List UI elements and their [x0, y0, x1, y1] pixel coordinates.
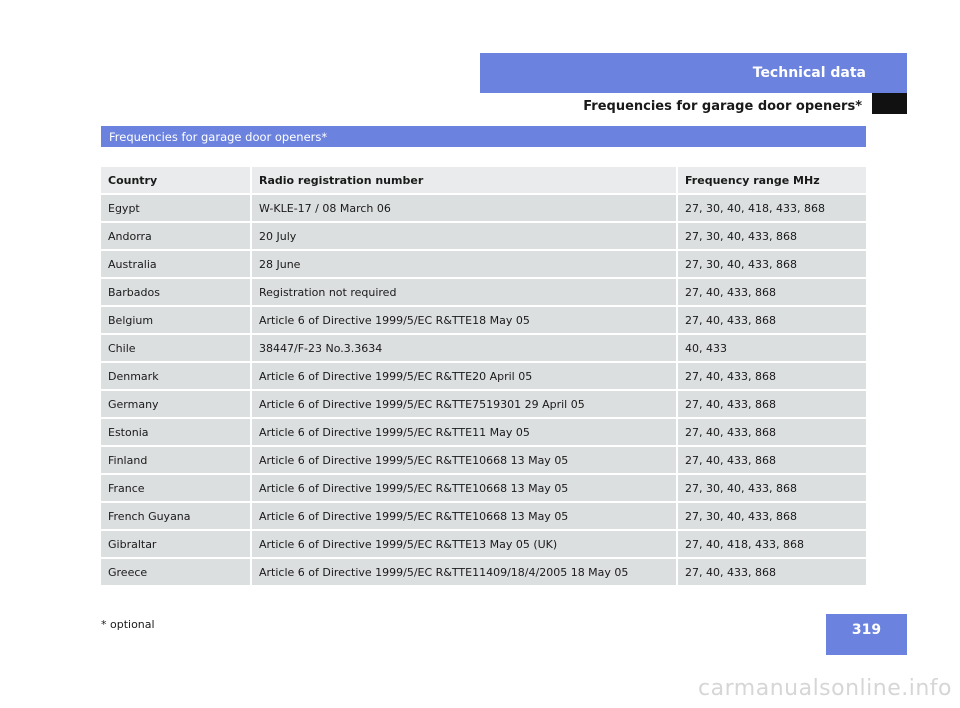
table-row — [101, 307, 866, 335]
page-subtitle: Frequencies for garage door openers* — [583, 99, 862, 114]
registration-cell: Article 6 of Directive 1999/5/EC R&TTE10668 13 May 05 — [252, 503, 678, 531]
registration-cell: Article 6 of Directive 1999/5/EC R&TTE18 May 05 — [252, 307, 678, 335]
table-row — [101, 363, 866, 391]
country-cell: Finland — [101, 447, 252, 475]
country-cell: Gibraltar — [101, 531, 252, 559]
table-row — [101, 447, 866, 475]
frequency-cell: 27, 30, 40, 433, 868 — [678, 503, 866, 531]
frequency-cell: 27, 40, 433, 868 — [678, 419, 866, 447]
country-cell: Greece — [101, 559, 252, 587]
frequency-cell: 27, 40, 433, 868 — [678, 307, 866, 335]
registration-cell: Article 6 of Directive 1999/5/EC R&TTE20 April 05 — [252, 363, 678, 391]
registration-cell: Article 6 of Directive 1999/5/EC R&TTE10668 13 May 05 — [252, 447, 678, 475]
table-row — [101, 279, 866, 307]
table-row — [101, 223, 866, 251]
footnote: * optional — [101, 618, 155, 631]
registration-cell: Article 6 of Directive 1999/5/EC R&TTE7519301 29 April 05 — [252, 391, 678, 419]
registration-cell: Registration not required — [252, 279, 678, 307]
table-row — [101, 335, 866, 363]
registration-cell: Article 6 of Directive 1999/5/EC R&TTE11 May 05 — [252, 419, 678, 447]
registration-cell: 28 June — [252, 251, 678, 279]
table-row — [101, 391, 866, 419]
column-header-country: Country — [101, 167, 252, 195]
table-row — [101, 251, 866, 279]
frequency-cell: 27, 40, 433, 868 — [678, 279, 866, 307]
frequency-cell: 27, 40, 418, 433, 868 — [678, 531, 866, 559]
section-title: Frequencies for garage door openers* — [101, 126, 866, 147]
frequency-cell: 27, 40, 433, 868 — [678, 363, 866, 391]
table-row — [101, 531, 866, 559]
frequency-cell: 40, 433 — [678, 335, 866, 363]
country-cell: France — [101, 475, 252, 503]
table-body — [101, 195, 866, 587]
country-cell: Andorra — [101, 223, 252, 251]
table-row — [101, 419, 866, 447]
country-cell: Belgium — [101, 307, 252, 335]
frequency-cell: 27, 40, 433, 868 — [678, 391, 866, 419]
country-cell: Germany — [101, 391, 252, 419]
column-header-frequency: Frequency range MHz — [678, 167, 866, 195]
country-cell: Egypt — [101, 195, 252, 223]
country-cell: Australia — [101, 251, 252, 279]
frequency-cell: 27, 30, 40, 433, 868 — [678, 223, 866, 251]
registration-cell: Article 6 of Directive 1999/5/EC R&TTE10668 13 May 05 — [252, 475, 678, 503]
table-row — [101, 503, 866, 531]
country-cell: Denmark — [101, 363, 252, 391]
table-row — [101, 195, 866, 223]
table-header-row — [101, 167, 866, 195]
registration-cell: Article 6 of Directive 1999/5/EC R&TTE13 May 05 (UK) — [252, 531, 678, 559]
registration-cell: 38447/F-23 No.3.3634 — [252, 335, 678, 363]
frequency-cell: 27, 30, 40, 418, 433, 868 — [678, 195, 866, 223]
table-row — [101, 475, 866, 503]
chapter-tab: Technical data — [480, 53, 907, 93]
column-header-registration: Radio registration number — [252, 167, 678, 195]
watermark: carmanualsonline.info — [698, 676, 952, 701]
registration-cell: 20 July — [252, 223, 678, 251]
country-cell: Barbados — [101, 279, 252, 307]
header-marker-block — [872, 93, 907, 114]
frequency-cell: 27, 40, 433, 868 — [678, 559, 866, 587]
country-cell: Chile — [101, 335, 252, 363]
frequency-cell: 27, 30, 40, 433, 868 — [678, 251, 866, 279]
table-row — [101, 559, 866, 587]
registration-cell: Article 6 of Directive 1999/5/EC R&TTE11409/18/4/2005 18 May 05 — [252, 559, 678, 587]
frequency-cell: 27, 40, 433, 868 — [678, 447, 866, 475]
country-cell: Estonia — [101, 419, 252, 447]
page-number: 319 — [826, 614, 907, 655]
frequency-table — [101, 167, 866, 587]
registration-cell: W-KLE-17 / 08 March 06 — [252, 195, 678, 223]
country-cell: French Guyana — [101, 503, 252, 531]
frequency-cell: 27, 30, 40, 433, 868 — [678, 475, 866, 503]
